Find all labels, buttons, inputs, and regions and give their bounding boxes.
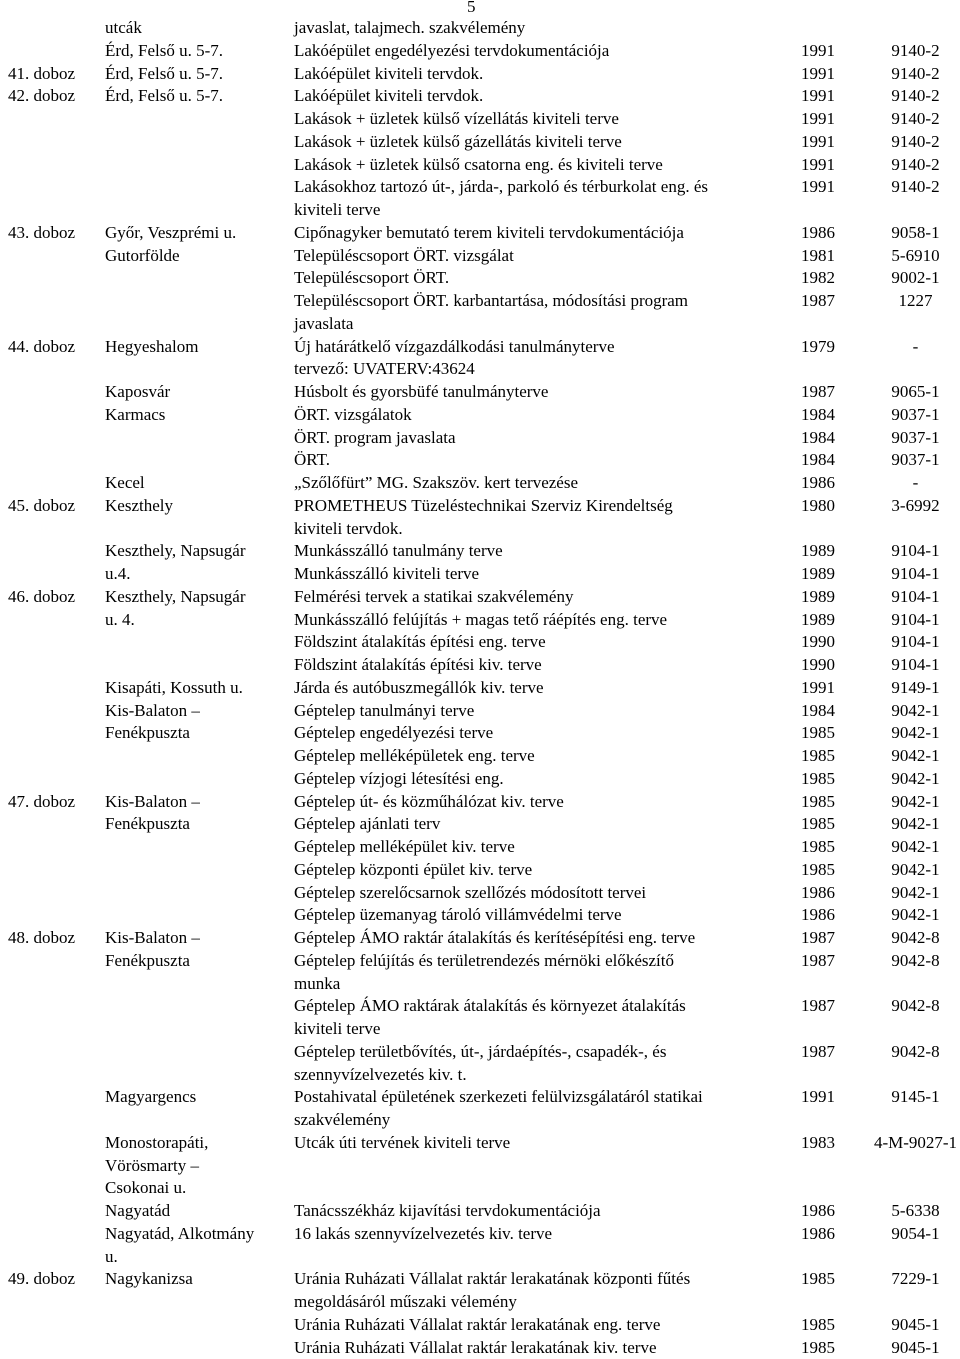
- document-description-cell: Járda és autóbuszmegállók kiv. terve: [294, 677, 544, 700]
- table-row: [8, 791, 958, 814]
- box-number-cell: 48. doboz: [8, 927, 75, 950]
- document-description-cell: 16 lakás szennyvízelvezetés kiv. terve: [294, 1223, 552, 1246]
- table-row: [8, 813, 958, 836]
- year-cell: 1985: [768, 1337, 868, 1359]
- file-code-cell: 9045-1: [843, 1314, 960, 1337]
- document-description-cell: kiviteli tervdok.: [294, 518, 403, 541]
- document-description-cell: Településcsoport ÖRT. karbantartása, módosítási program: [294, 290, 688, 313]
- document-description-cell: Uránia Ruházati Vállalat raktár lerakatának eng. terve: [294, 1314, 660, 1337]
- year-cell: 1989: [768, 586, 868, 609]
- table-row: [8, 1177, 958, 1200]
- file-code-cell: -: [843, 336, 960, 359]
- document-description-cell: kiviteli terve: [294, 199, 380, 222]
- file-code-cell: 9140-2: [843, 85, 960, 108]
- file-code-cell: 9042-1: [843, 745, 960, 768]
- file-code-cell: 5-6338: [843, 1200, 960, 1223]
- table-row: [8, 1109, 958, 1132]
- file-code-cell: 9042-1: [843, 722, 960, 745]
- document-description-cell: Géptelep tanulmányi terve: [294, 700, 474, 723]
- file-code-cell: 9104-1: [843, 654, 960, 677]
- year-cell: 1980: [768, 495, 868, 518]
- table-row: [8, 313, 958, 336]
- year-cell: 1985: [768, 1314, 868, 1337]
- document-description-cell: Új határátkelő vízgazdálkodási tanulmányterve: [294, 336, 615, 359]
- document-description-cell: Lakások + üzletek külső gázellátás kiviteli terve: [294, 131, 622, 154]
- box-number-cell: 46. doboz: [8, 586, 75, 609]
- location-cell: Kis-Balaton –: [105, 791, 200, 814]
- document-description-cell: Uránia Ruházati Vállalat raktár lerakatának központi fűtés: [294, 1268, 690, 1291]
- file-code-cell: 9002-1: [843, 267, 960, 290]
- file-code-cell: 9042-1: [843, 700, 960, 723]
- file-code-cell: 9042-8: [843, 1041, 960, 1064]
- year-cell: 1991: [768, 1086, 868, 1109]
- year-cell: 1985: [768, 745, 868, 768]
- file-code-cell: 9042-1: [843, 882, 960, 905]
- page-number: 5: [467, 0, 476, 17]
- document-description-cell: Munkásszálló felújítás + magas tető ráépítés eng. terve: [294, 609, 667, 632]
- document-description-cell: munka: [294, 973, 340, 996]
- document-description-cell: kiviteli terve: [294, 1018, 380, 1041]
- document-description-cell: Lakásokhoz tartozó út-, járda-, parkoló és térburkolat eng. és: [294, 176, 708, 199]
- table-row: [8, 85, 958, 108]
- table-row: [8, 1314, 958, 1337]
- table-row: [8, 381, 958, 404]
- year-cell: 1984: [768, 404, 868, 427]
- table-row: [8, 267, 958, 290]
- document-description-cell: ÖRT. program javaslata: [294, 427, 456, 450]
- table-row: [8, 1155, 958, 1178]
- year-cell: 1982: [768, 267, 868, 290]
- file-code-cell: 5-6910: [843, 245, 960, 268]
- year-cell: 1985: [768, 813, 868, 836]
- file-code-cell: 9140-2: [843, 131, 960, 154]
- table-row: [8, 427, 958, 450]
- table-row: [8, 586, 958, 609]
- location-cell: Fenékpuszta: [105, 722, 190, 745]
- table-row: [8, 1268, 958, 1291]
- table-row: [8, 358, 958, 381]
- table-row: [8, 836, 958, 859]
- file-code-cell: 9065-1: [843, 381, 960, 404]
- location-cell: Magyargencs: [105, 1086, 196, 1109]
- year-cell: 1986: [768, 1223, 868, 1246]
- year-cell: 1985: [768, 836, 868, 859]
- document-description-cell: ÖRT. vizsgálatok: [294, 404, 412, 427]
- document-description-cell: Géptelep központi épület kiv. terve: [294, 859, 532, 882]
- table-row: [8, 1086, 958, 1109]
- year-cell: 1987: [768, 995, 868, 1018]
- table-row: [8, 199, 958, 222]
- file-code-cell: 9054-1: [843, 1223, 960, 1246]
- table-row: [8, 449, 958, 472]
- document-description-cell: Lakóépület engedélyezési tervdokumentációja: [294, 40, 609, 63]
- year-cell: 1985: [768, 859, 868, 882]
- table-row: [8, 722, 958, 745]
- year-cell: 1983: [768, 1132, 868, 1155]
- table-row: [8, 609, 958, 632]
- location-cell: Kecel: [105, 472, 145, 495]
- year-cell: 1991: [768, 85, 868, 108]
- file-code-cell: 7229-1: [843, 1268, 960, 1291]
- table-row: [8, 1200, 958, 1223]
- location-cell: Kaposvár: [105, 381, 170, 404]
- file-code-cell: 9104-1: [843, 631, 960, 654]
- year-cell: 1986: [768, 904, 868, 927]
- table-row: [8, 404, 958, 427]
- table-row: [8, 472, 958, 495]
- document-description-cell: Géptelep melléképületek eng. terve: [294, 745, 535, 768]
- table-row: [8, 518, 958, 541]
- location-cell: Gutorfölde: [105, 245, 180, 268]
- year-cell: 1989: [768, 540, 868, 563]
- location-cell: Érd, Felső u. 5-7.: [105, 40, 223, 63]
- year-cell: 1991: [768, 63, 868, 86]
- document-description-cell: tervező: UVATERV:43624: [294, 358, 475, 381]
- file-code-cell: 9037-1: [843, 404, 960, 427]
- file-code-cell: 9140-2: [843, 40, 960, 63]
- location-cell: Érd, Felső u. 5-7.: [105, 85, 223, 108]
- year-cell: 1991: [768, 131, 868, 154]
- table-row: [8, 859, 958, 882]
- file-code-cell: 9140-2: [843, 108, 960, 131]
- year-cell: 1987: [768, 1041, 868, 1064]
- document-description-cell: Géptelep melléképület kiv. terve: [294, 836, 515, 859]
- document-description-cell: ÖRT.: [294, 449, 330, 472]
- file-code-cell: -: [843, 472, 960, 495]
- year-cell: 1986: [768, 882, 868, 905]
- table-row: [8, 40, 958, 63]
- file-code-cell: 9104-1: [843, 586, 960, 609]
- document-description-cell: megoldásáról műszaki vélemény: [294, 1291, 517, 1314]
- box-number-cell: 49. doboz: [8, 1268, 75, 1291]
- year-cell: 1987: [768, 290, 868, 313]
- year-cell: 1989: [768, 563, 868, 586]
- table-row: [8, 654, 958, 677]
- box-number-cell: 47. doboz: [8, 791, 75, 814]
- table-row: [8, 245, 958, 268]
- file-code-cell: 9045-1: [843, 1337, 960, 1359]
- document-description-cell: Munkásszálló kiviteli terve: [294, 563, 479, 586]
- document-description-cell: „Szőlőfürt” MG. Szakszöv. kert tervezése: [294, 472, 578, 495]
- location-cell: Karmacs: [105, 404, 165, 427]
- year-cell: 1991: [768, 677, 868, 700]
- document-description-cell: szennyvízelvezetés kiv. t.: [294, 1064, 467, 1087]
- table-row: [8, 1291, 958, 1314]
- document-description-cell: Géptelep ajánlati terv: [294, 813, 440, 836]
- location-cell: Nagyatád, Alkotmány: [105, 1223, 254, 1246]
- table-row: [8, 290, 958, 313]
- location-cell: Monostorapáti,: [105, 1132, 208, 1155]
- table-row: [8, 1246, 958, 1269]
- table-row: [8, 1132, 958, 1155]
- year-cell: 1985: [768, 791, 868, 814]
- table-row: [8, 677, 958, 700]
- document-description-cell: Géptelep ÁMO raktárak átalakítás és környezet átalakítás: [294, 995, 686, 1018]
- document-description-cell: Lakóépület kiviteli tervdok.: [294, 63, 483, 86]
- document-description-cell: Utcák úti tervének kiviteli terve: [294, 1132, 510, 1155]
- year-cell: 1991: [768, 108, 868, 131]
- file-code-cell: 9042-1: [843, 859, 960, 882]
- year-cell: 1986: [768, 472, 868, 495]
- table-row: [8, 336, 958, 359]
- document-description-cell: Lakások + üzletek külső vízellátás kiviteli terve: [294, 108, 619, 131]
- document-description-cell: Felmérési tervek a statikai szakvélemény: [294, 586, 573, 609]
- document-description-cell: Géptelep engedélyezési terve: [294, 722, 493, 745]
- table-row: [8, 131, 958, 154]
- document-description-cell: Géptelep területbővítés, út-, járdaépítés-, csapadék-, és: [294, 1041, 666, 1064]
- file-code-cell: 9042-1: [843, 904, 960, 927]
- table-row: [8, 1018, 958, 1041]
- location-cell: Keszthely, Napsugár: [105, 586, 246, 609]
- document-description-cell: javaslat, talajmech. szakvélemény: [294, 17, 525, 40]
- document-description-cell: javaslata: [294, 313, 353, 336]
- table-row: [8, 222, 958, 245]
- table-row: [8, 973, 958, 996]
- year-cell: 1986: [768, 222, 868, 245]
- year-cell: 1987: [768, 381, 868, 404]
- file-code-cell: 9037-1: [843, 449, 960, 472]
- file-code-cell: 3-6992: [843, 495, 960, 518]
- location-cell: Győr, Veszprémi u.: [105, 222, 236, 245]
- document-description-cell: Géptelep vízjogi létesítési eng.: [294, 768, 504, 791]
- location-cell: Kis-Balaton –: [105, 700, 200, 723]
- box-number-cell: 41. doboz: [8, 63, 75, 86]
- document-description-cell: Földszint átalakítás építési eng. terve: [294, 631, 546, 654]
- year-cell: 1991: [768, 176, 868, 199]
- file-code-cell: 9042-1: [843, 813, 960, 836]
- file-code-cell: 9042-8: [843, 995, 960, 1018]
- location-cell: Kisapáti, Kossuth u.: [105, 677, 243, 700]
- box-number-cell: 44. doboz: [8, 336, 75, 359]
- document-description-cell: Településcsoport ÖRT.: [294, 267, 449, 290]
- table-row: [8, 927, 958, 950]
- file-code-cell: 9104-1: [843, 540, 960, 563]
- document-description-cell: Húsbolt és gyorsbüfé tanulmányterve: [294, 381, 548, 404]
- archive-table: [8, 17, 958, 1359]
- year-cell: 1991: [768, 40, 868, 63]
- file-code-cell: 9037-1: [843, 427, 960, 450]
- file-code-cell: 9104-1: [843, 563, 960, 586]
- year-cell: 1986: [768, 1200, 868, 1223]
- year-cell: 1987: [768, 950, 868, 973]
- year-cell: 1984: [768, 449, 868, 472]
- location-cell: Nagyatád: [105, 1200, 170, 1223]
- location-cell: Keszthely: [105, 495, 173, 518]
- table-row: [8, 1064, 958, 1087]
- file-code-cell: 9042-1: [843, 791, 960, 814]
- document-description-cell: Géptelep út- és közműhálózat kiv. terve: [294, 791, 564, 814]
- location-cell: Fenékpuszta: [105, 950, 190, 973]
- document-description-cell: Géptelep ÁMO raktár átalakítás és kerítésépítési eng. terve: [294, 927, 695, 950]
- document-description-cell: szakvélemény: [294, 1109, 390, 1132]
- document-description-cell: Géptelep felújítás és területrendezés mérnöki előkészítő: [294, 950, 674, 973]
- table-row: [8, 17, 958, 40]
- file-code-cell: 4-M-9027-1: [843, 1132, 960, 1155]
- table-row: [8, 745, 958, 768]
- document-description-cell: Településcsoport ÖRT. vizsgálat: [294, 245, 514, 268]
- location-cell: Fenékpuszta: [105, 813, 190, 836]
- document-description-cell: Lakások + üzletek külső csatorna eng. és kiviteli terve: [294, 154, 663, 177]
- location-cell: u.4.: [105, 563, 131, 586]
- table-row: [8, 176, 958, 199]
- file-code-cell: 9140-2: [843, 176, 960, 199]
- document-description-cell: Uránia Ruházati Vállalat raktár lerakatának kiv. terve: [294, 1337, 657, 1359]
- document-description-cell: Cipőnagyker bemutató terem kiviteli tervdokumentációja: [294, 222, 684, 245]
- file-code-cell: 9058-1: [843, 222, 960, 245]
- year-cell: 1987: [768, 927, 868, 950]
- table-row: [8, 1223, 958, 1246]
- location-cell: Vörösmarty –: [105, 1155, 199, 1178]
- year-cell: 1985: [768, 1268, 868, 1291]
- location-cell: Csokonai u.: [105, 1177, 186, 1200]
- location-cell: Nagykanizsa: [105, 1268, 193, 1291]
- document-description-cell: Lakóépület kiviteli tervdok.: [294, 85, 483, 108]
- table-row: [8, 63, 958, 86]
- file-code-cell: 9042-8: [843, 950, 960, 973]
- file-code-cell: 9104-1: [843, 609, 960, 632]
- location-cell: Keszthely, Napsugár: [105, 540, 246, 563]
- table-row: [8, 1041, 958, 1064]
- file-code-cell: 9140-2: [843, 154, 960, 177]
- file-code-cell: 9042-1: [843, 836, 960, 859]
- year-cell: 1990: [768, 631, 868, 654]
- document-description-cell: Postahivatal épületének szerkezeti felülvizsgálatáról statikai: [294, 1086, 703, 1109]
- box-number-cell: 42. doboz: [8, 85, 75, 108]
- table-row: [8, 768, 958, 791]
- year-cell: 1991: [768, 154, 868, 177]
- document-description-cell: Tanácsszékház kijavítási tervdokumentációja: [294, 1200, 601, 1223]
- table-row: [8, 700, 958, 723]
- location-cell: utcák: [105, 17, 142, 40]
- document-description-cell: PROMETHEUS Tüzeléstechnikai Szerviz Kirendeltség: [294, 495, 673, 518]
- location-cell: Kis-Balaton –: [105, 927, 200, 950]
- file-code-cell: 9140-2: [843, 63, 960, 86]
- year-cell: 1979: [768, 336, 868, 359]
- document-description-cell: Munkásszálló tanulmány terve: [294, 540, 503, 563]
- file-code-cell: 9042-8: [843, 927, 960, 950]
- document-description-cell: Géptelep üzemanyag tároló villámvédelmi terve: [294, 904, 622, 927]
- box-number-cell: 43. doboz: [8, 222, 75, 245]
- year-cell: 1985: [768, 722, 868, 745]
- file-code-cell: 1227: [843, 290, 960, 313]
- year-cell: 1989: [768, 609, 868, 632]
- table-row: [8, 540, 958, 563]
- location-cell: Érd, Felső u. 5-7.: [105, 63, 223, 86]
- year-cell: 1984: [768, 700, 868, 723]
- file-code-cell: 9042-1: [843, 768, 960, 791]
- location-cell: u. 4.: [105, 609, 135, 632]
- table-row: [8, 495, 958, 518]
- file-code-cell: 9149-1: [843, 677, 960, 700]
- table-row: [8, 108, 958, 131]
- location-cell: u.: [105, 1246, 118, 1269]
- table-row: [8, 154, 958, 177]
- document-description-cell: Géptelep szerelőcsarnok szellőzés módosított tervei: [294, 882, 646, 905]
- file-code-cell: 9145-1: [843, 1086, 960, 1109]
- table-row: [8, 631, 958, 654]
- table-row: [8, 563, 958, 586]
- year-cell: 1981: [768, 245, 868, 268]
- year-cell: 1984: [768, 427, 868, 450]
- year-cell: 1985: [768, 768, 868, 791]
- document-description-cell: Földszint átalakítás építési kiv. terve: [294, 654, 542, 677]
- box-number-cell: 45. doboz: [8, 495, 75, 518]
- table-row: [8, 904, 958, 927]
- table-row: [8, 995, 958, 1018]
- location-cell: Hegyeshalom: [105, 336, 198, 359]
- year-cell: 1990: [768, 654, 868, 677]
- table-row: [8, 950, 958, 973]
- table-row: [8, 882, 958, 905]
